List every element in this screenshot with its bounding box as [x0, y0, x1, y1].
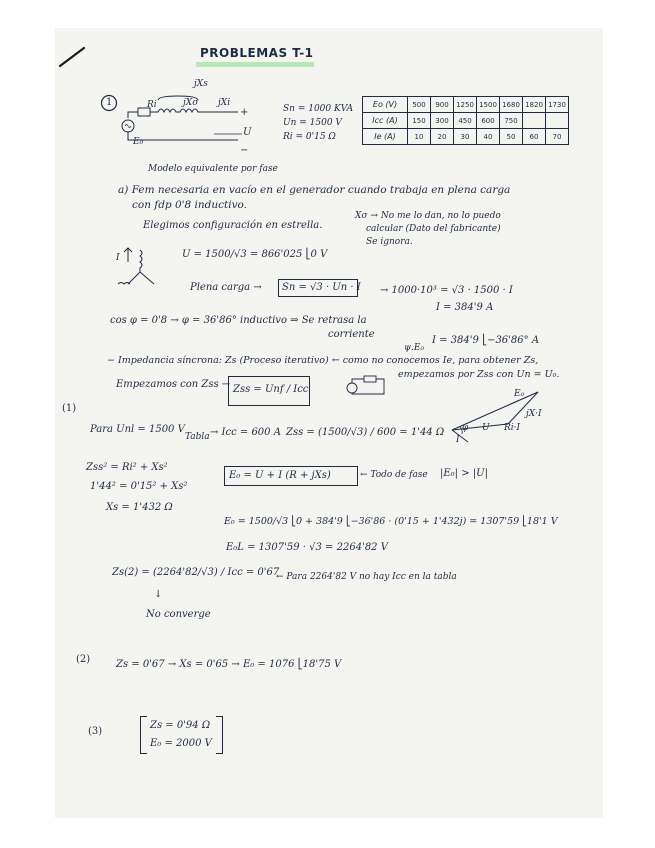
label-jxi: jXi: [218, 98, 231, 108]
table-cell: 30: [454, 129, 477, 145]
table-cell: 10: [408, 129, 431, 145]
table-cell: [546, 113, 569, 129]
xs-value: Xs = 1'432 Ω: [106, 502, 173, 513]
sn-formula: Sn = √3 · Un · I: [282, 282, 361, 293]
table-cell: 150: [408, 113, 431, 129]
table-cell: 50: [500, 129, 523, 145]
zss-value: Zss = (1500/√3) / 600 = 1'44 Ω: [286, 427, 445, 438]
eo-greater-u: |E₀| > |U|: [440, 468, 488, 479]
page-title: PROBLEMAS T-1: [200, 46, 314, 60]
label-ri: Ri: [147, 100, 157, 110]
result-bracket-left: [140, 716, 147, 754]
step-1-marker: (1): [62, 403, 77, 414]
impedance-line-2: empezamos por Zss con Un = U₀.: [398, 369, 560, 380]
diagram-ri: Ri·I: [504, 423, 521, 433]
part-a-line2: con fdp 0'8 inductivo.: [132, 199, 248, 211]
diagram-jx: jX·I: [526, 409, 542, 419]
no-converge: No converge: [146, 609, 211, 620]
result-bracket-right: [216, 716, 223, 754]
zs-squared-equation: Zss² = Ri² + Xs²: [86, 462, 168, 473]
diagram-i: I: [456, 435, 460, 445]
label-eo: E₀: [133, 137, 144, 147]
table-cell: 500: [408, 97, 431, 113]
diagram-u: U: [482, 423, 490, 433]
result-eo: E₀ = 2000 V: [150, 738, 212, 749]
icc-value: → Icc = 600 A: [210, 427, 281, 438]
power-equation: → 1000·10³ = √3 · 1500 · I: [380, 285, 513, 296]
table-cell: 20: [431, 129, 454, 145]
todo-fase-note: ← Todo de fase: [360, 470, 428, 480]
table-cell: 300: [431, 113, 454, 129]
zs-squared-substituted: 1'44² = 0'15² + Xs²: [90, 481, 188, 492]
current-value: I = 384'9 A: [436, 302, 494, 313]
title-highlight: [196, 62, 314, 67]
table-cell: 750: [500, 113, 523, 129]
eo-phasor-result: E₀ = 1500/√3 ⎣0 + 384'9 ⎣−36'86 · (0'15 + 1'432j) = 1307'59 ⎣18'1 V: [224, 516, 558, 527]
table-row: [363, 129, 569, 145]
row-header: Icc (A): [363, 113, 408, 129]
table-row: [363, 113, 569, 129]
table-cell: [523, 113, 546, 129]
label-minus: −: [240, 145, 249, 156]
u-equation: U = 1500/√3 = 866'025 ⎣0 V: [182, 249, 328, 260]
table-cell: 60: [523, 129, 546, 145]
row-header: Eo (V): [363, 97, 408, 113]
table-row: [363, 97, 569, 113]
step-2-equation: Zs = 0'67 → Xs = 0'65 → E₀ = 1076 ⎣18'75 V: [116, 659, 342, 670]
table-cell: 40: [477, 129, 500, 145]
tabla-label: Tabla: [185, 432, 210, 442]
empezamos-label: Empezamos con Zss →: [116, 379, 231, 390]
label-jxs: jXs: [194, 79, 208, 89]
table-cell: 70: [546, 129, 569, 145]
current-phasor: I = 384'9 ⎣−36'86° A: [432, 335, 540, 346]
spec-un: Un = 1500 V: [283, 118, 342, 128]
xo-note-1: Xσ → No me lo dan, no lo puedo: [355, 211, 501, 221]
step-2-marker: (2): [76, 654, 91, 665]
xo-note-2: calcular (Dato del fabricante): [366, 224, 501, 234]
para-unl: Para Unl = 1500 V: [90, 424, 185, 435]
table-cell: 1820: [523, 97, 546, 113]
label-u: U: [243, 127, 252, 138]
spec-sn: Sn = 1000 KVA: [283, 104, 354, 114]
table-cell: 600: [477, 113, 500, 129]
zss-formula: Zss = Unf / Icc: [233, 384, 309, 395]
cos-phi-equation: cos φ = 0'8 → φ = 36'86° inductivo ⇒ Se retrasa la: [110, 315, 367, 326]
diagram-eo: E₀: [514, 389, 525, 399]
diagram-phi: φ: [462, 423, 469, 433]
spec-ri: Ri = 0'15 Ω: [283, 132, 336, 142]
table-cell: 450: [454, 113, 477, 129]
eo-formula: E₀ = U + I (R + jXs): [229, 470, 331, 481]
circuit-caption: Modelo equivalente por fase: [148, 164, 278, 174]
test-data-table: [362, 96, 569, 145]
row-header: Ie (A): [363, 129, 408, 145]
table-cell: 1250: [454, 97, 477, 113]
part-a-line1: a) Fem necesaria en vacío en el generador cuando trabaja en plena carga: [118, 184, 511, 196]
table-cell: 1730: [546, 97, 569, 113]
label-plus: +: [240, 107, 249, 118]
step-3-marker: (3): [88, 726, 103, 737]
corriente-word: corriente: [328, 329, 375, 340]
para-note: ← Para 2264'82 V no hay Icc en la tabla: [276, 572, 457, 582]
table-cell: 1500: [477, 97, 500, 113]
down-arrow: ↓: [154, 589, 163, 600]
zs-iteration: Zs(2) = (2264'82/√3) / Icc = 0'67: [112, 567, 280, 578]
xo-note-3: Se ignora.: [366, 237, 413, 247]
result-zs: Zs = 0'94 Ω: [150, 720, 211, 731]
phasor-hint: ψ.E₀: [404, 343, 425, 353]
label-jxo: jXσ: [183, 98, 199, 108]
problem-number: 1: [106, 97, 113, 108]
table-cell: 900: [431, 97, 454, 113]
svg-text:I: I: [116, 253, 120, 263]
impedance-line: − Impedancia síncrona: Zs (Proceso iterativo) ← como no conocemos Ie, para obtener Zs,: [107, 355, 539, 366]
pen-stroke-mark: [58, 44, 86, 68]
table-cell: 1680: [500, 97, 523, 113]
short-circuit-sketch: [344, 372, 390, 398]
eol-result: E₀L = 1307'59 · √3 = 2264'82 V: [226, 542, 388, 553]
star-connection-sketch: [110, 244, 166, 292]
config-text: Elegimos configuración en estrella.: [143, 220, 323, 231]
plena-carga-label: Plena carga →: [190, 282, 262, 293]
